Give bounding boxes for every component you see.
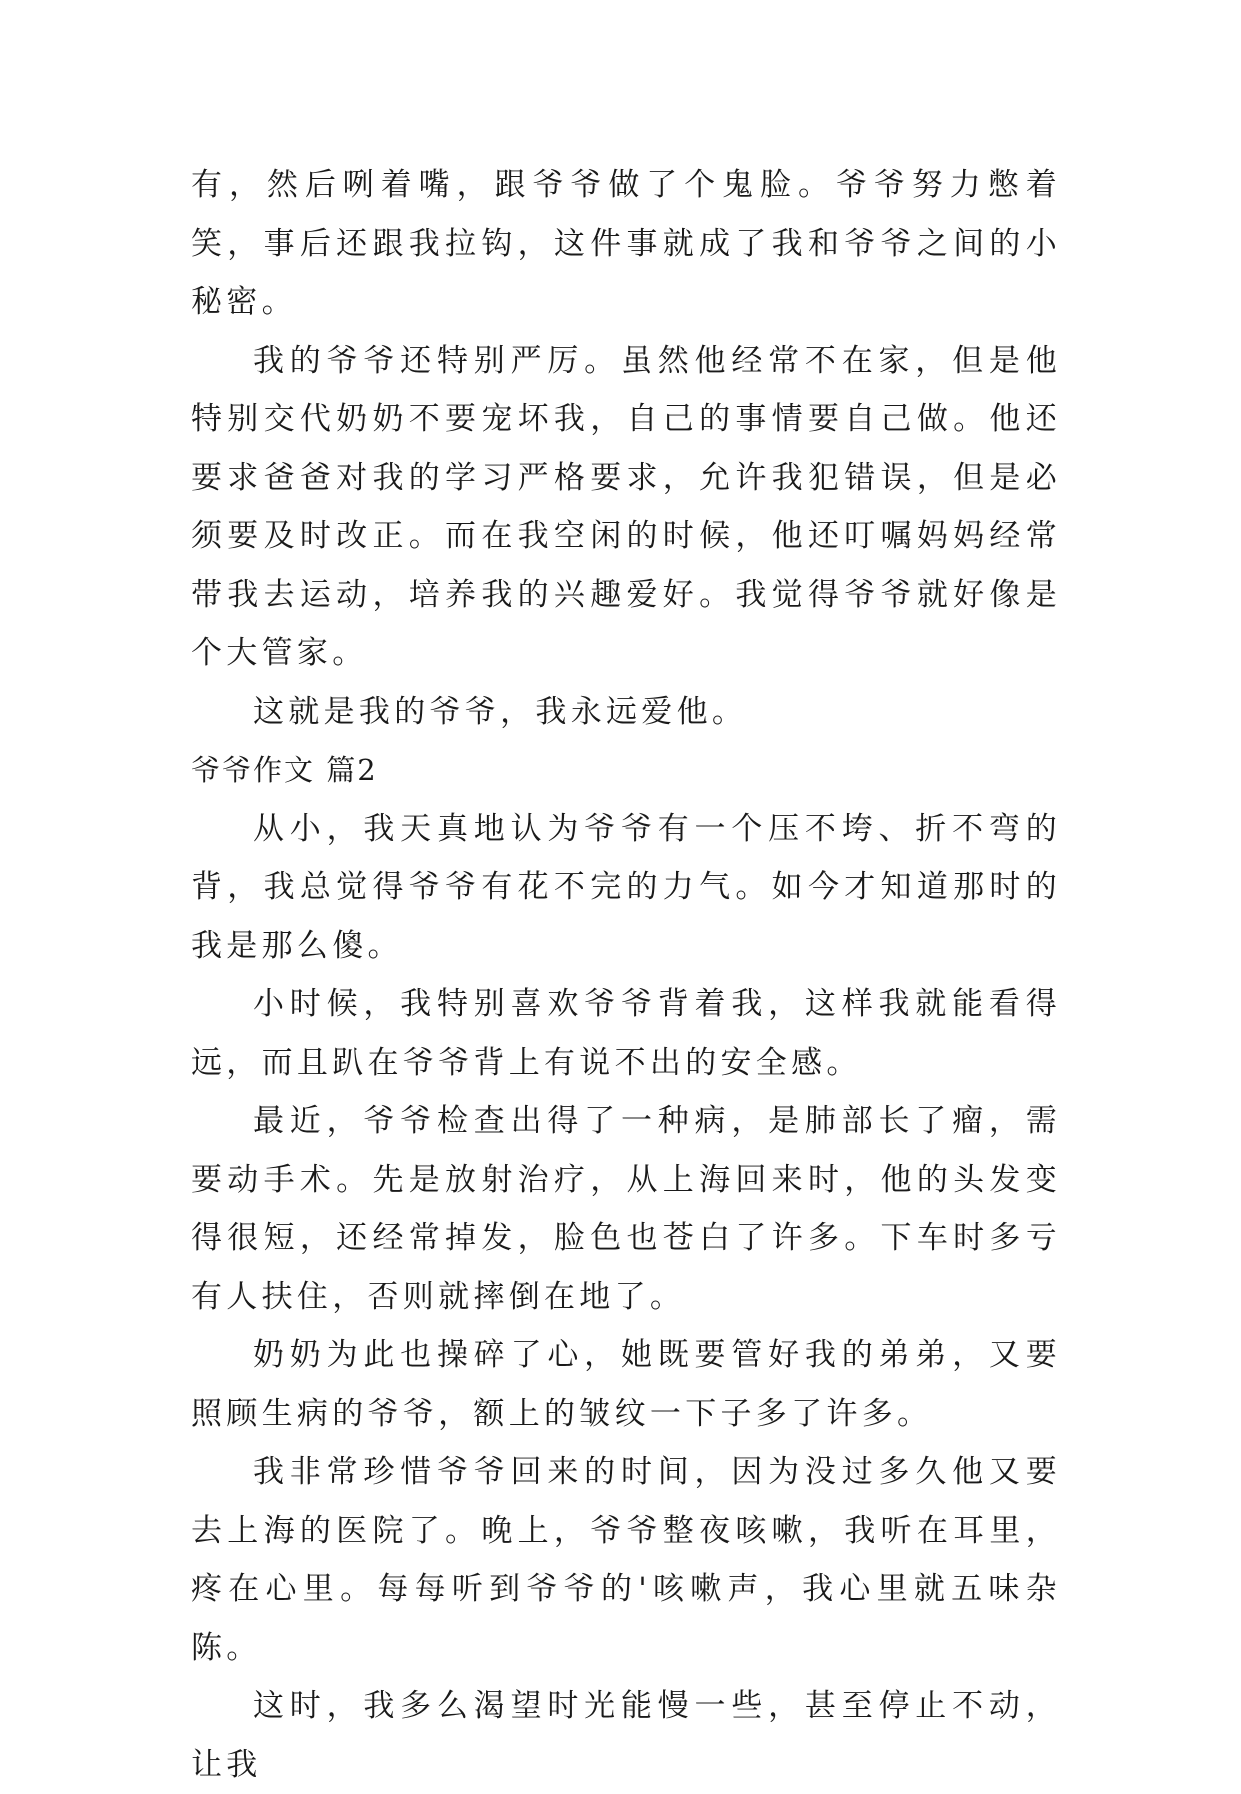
section-heading: 爷爷作文 篇2 (191, 753, 378, 787)
paragraph: 我的爷爷还特别严厉。虽然他经常不在家，但是他特别交代奶奶不要宠坏我，自己的事情要自己做。他还要求爸爸对我的学习严格要求，允许我犯错误，但是必须要及时改正。而在我空闲的时候，他还叮嘱妈妈经常带我去运动，培养我的兴趣爱好。我觉得爷爷就好像是个大管家。 (191, 342, 1061, 671)
paragraph: 我非常珍惜爷爷回来的时间，因为没过多久他又要去上海的医院了。晚上，爷爷整夜咳嗽，我听在耳里，疼在心里。每每听到爷爷的'咳嗽声，我心里就五味杂陈。 (191, 1454, 1061, 1666)
paragraph: 奶奶为此也操碎了心，她既要管好我的弟弟，又要照顾生病的爷爷，额上的皱纹一下子多了许多。 (191, 1337, 1061, 1432)
paragraph: 这就是我的爷爷，我永远爱他。 (253, 693, 748, 730)
paragraph: 这时，我多么渴望时光能慢一些，甚至停止不动，让我 (191, 1688, 1061, 1783)
paragraph: 小时候，我特别喜欢爷爷背着我，这样我就能看得远，而且趴在爷爷背上有说不出的安全感。 (191, 986, 1061, 1081)
paragraph: 最近，爷爷检查出得了一种病，是肺部长了瘤，需要动手术。先是放射治疗，从上海回来时，他的头发变得很短，还经常掉发，脸色也苍白了许多。下车时多亏有人扶住，否则就摔倒在地了。 (191, 1103, 1061, 1315)
paragraph: 从小，我天真地认为爷爷有一个压不垮、折不弯的背，我总觉得爷爷有花不完的力气。如今才知道那时的我是那么傻。 (191, 810, 1061, 964)
paragraph-continuation: 有，然后咧着嘴，跟爷爷做了个鬼脸。爷爷努力憋着笑，事后还跟我拉钩，这件事就成了我和爷爷之间的小秘密。 (191, 167, 1061, 320)
document-body (191, 156, 1061, 1794)
